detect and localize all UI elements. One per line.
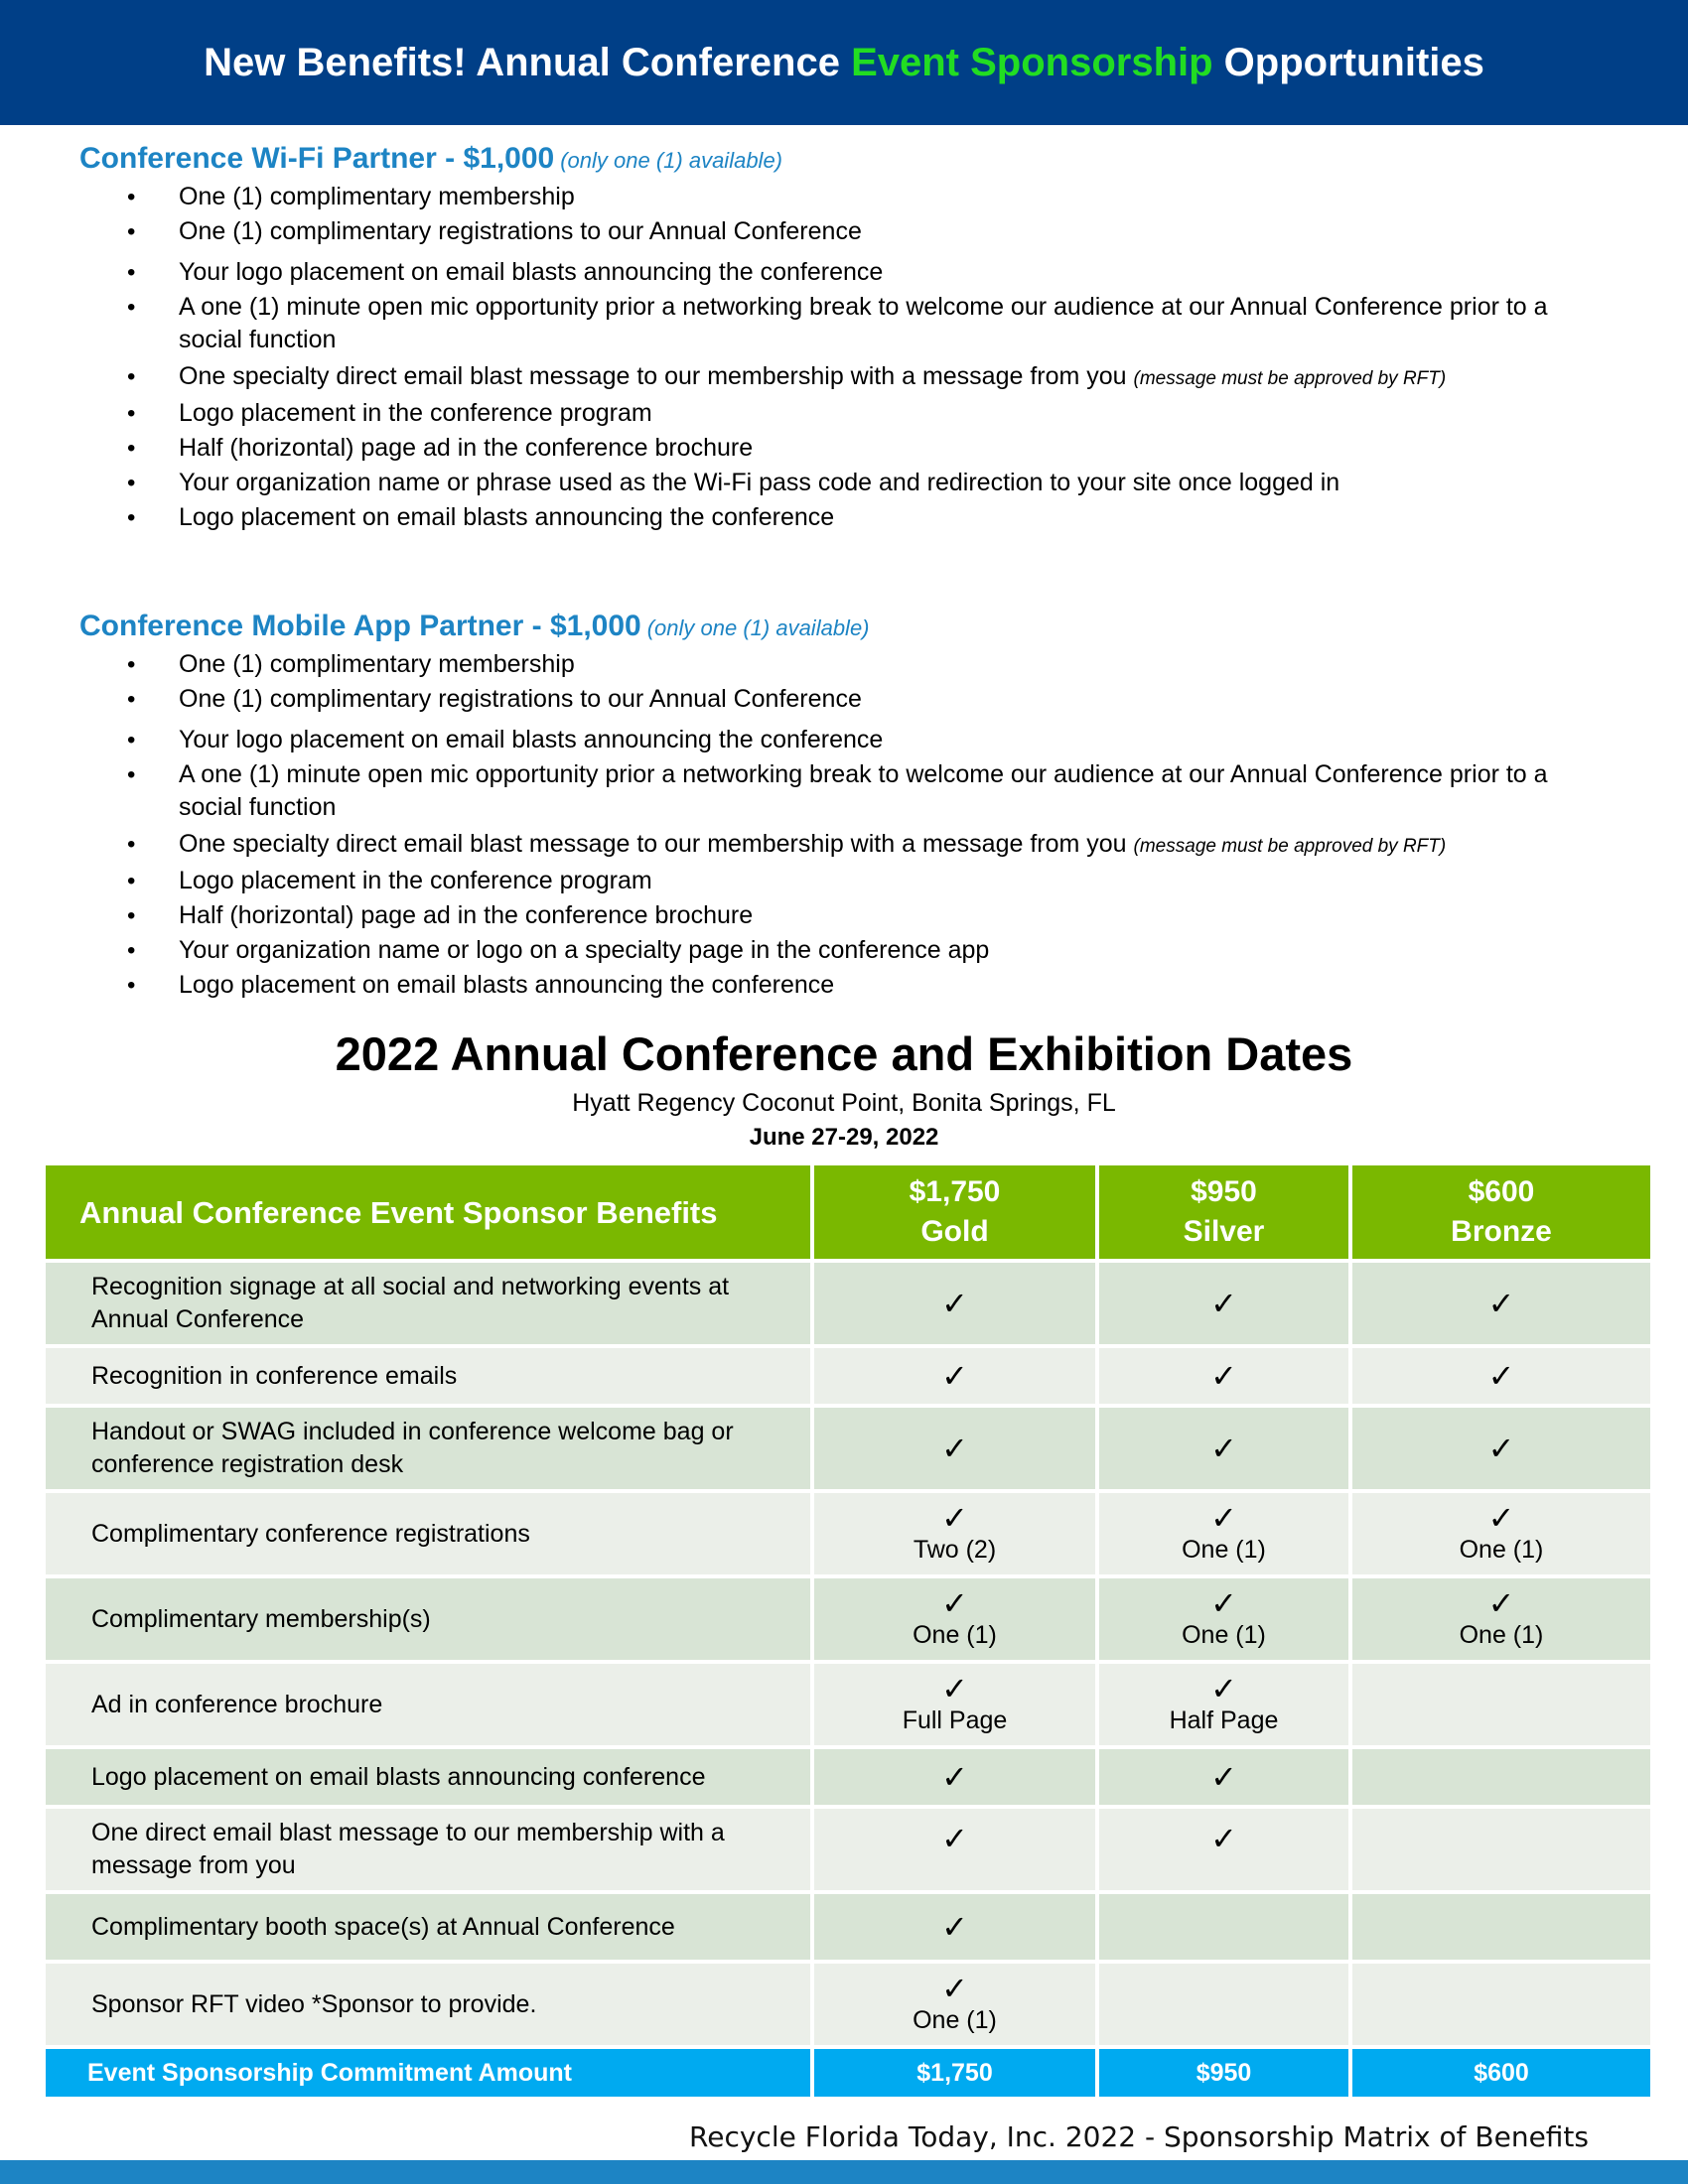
check-icon: ✓ xyxy=(1210,1431,1237,1466)
list-item: • Logo placement on email blasts announcing the conference xyxy=(79,501,1628,534)
app-heading: Conference Mobile App Partner - $1,000 (only one (1) available) xyxy=(79,610,870,642)
check-icon: ✓ xyxy=(1487,1500,1515,1536)
check-icon: ✓ xyxy=(1487,1286,1515,1321)
table-row xyxy=(46,1408,1654,1489)
list-item: • One specialty direct email blast message to our membership with a message from you (message must be approved by RFT) xyxy=(79,360,1628,395)
banner-title: New Benefits! Annual Conference Event Sponsorship Opportunities xyxy=(204,40,1484,84)
list-item: • Logo placement in the conference program xyxy=(79,397,1628,430)
commitment-gold: $1,750 xyxy=(814,2049,1095,2097)
table-row: Ad in conference brochure ✓ Full Page ✓ Half Page xyxy=(46,1664,1654,1745)
table-row xyxy=(46,1348,1654,1404)
app-partner-section xyxy=(79,609,1628,1002)
check-icon: ✓ xyxy=(1210,1500,1237,1536)
check-icon: ✓ xyxy=(1210,1358,1237,1394)
benefit-label: Ad in conference brochure xyxy=(46,1664,810,1745)
benefit-label: Handout or SWAG included in conference welcome bag or conference registration desk xyxy=(46,1408,810,1489)
check-icon: ✓ xyxy=(1210,1671,1237,1706)
wifi-heading: Conference Wi-Fi Partner - $1,000 (only one (1) available) xyxy=(79,142,782,175)
check-icon: ✓ xyxy=(1487,1585,1515,1621)
table-row: Complimentary membership(s) ✓ One (1) ✓ One (1) ✓ One (1) xyxy=(46,1578,1654,1660)
check-icon: ✓ xyxy=(1487,1431,1515,1466)
list-item: • Your organization name or phrase used as the Wi-Fi pass code and redirection to your site once logged in xyxy=(79,467,1628,499)
benefit-label: One direct email blast message to our membership with a message from you xyxy=(46,1809,810,1890)
check-icon: ✓ xyxy=(1210,1585,1237,1621)
list-item: • A one (1) minute open mic opportunity prior a networking break to welcome our audience at our Annual Conference prior to a social function xyxy=(79,291,1569,356)
list-item: • One (1) complimentary registrations to our Annual Conference xyxy=(79,683,1628,716)
table-row xyxy=(46,1749,1654,1805)
list-item: • A one (1) minute open mic opportunity prior a networking break to welcome our audience at our Annual Conference prior to a social function xyxy=(79,758,1569,824)
check-icon: ✓ xyxy=(1210,1286,1237,1321)
benefit-label: Sponsor RFT video *Sponsor to provide. xyxy=(46,1964,810,2045)
table-footer-row xyxy=(46,2049,1654,2097)
list-item: • Logo placement on email blasts announcing the conference xyxy=(79,969,1628,1002)
check-icon: ✓ xyxy=(941,1585,968,1621)
benefit-label: Complimentary membership(s) xyxy=(46,1578,810,1660)
header-benefits-label: Annual Conference Event Sponsor Benefits xyxy=(46,1165,810,1259)
list-item: • Your logo placement on email blasts announcing the conference xyxy=(79,256,1628,289)
check-icon: ✓ xyxy=(941,1671,968,1706)
check-icon: ✓ xyxy=(1210,1759,1237,1795)
table-row: Sponsor RFT video *Sponsor to provide. ✓ One (1) xyxy=(46,1964,1654,2045)
list-item: • Half (horizontal) page ad in the conference brochure xyxy=(79,432,1628,465)
check-icon: ✓ xyxy=(941,1286,968,1321)
check-icon: ✓ xyxy=(941,1431,968,1466)
benefit-label: Recognition signage at all social and networking events at Annual Conference xyxy=(46,1263,810,1344)
list-item: • One (1) complimentary membership xyxy=(79,181,1628,213)
header-gold: $1,750 Gold xyxy=(814,1165,1095,1259)
banner-highlight: Event Sponsorship xyxy=(851,40,1213,84)
benefit-label: Complimentary booth space(s) at Annual Conference xyxy=(46,1894,810,1960)
list-item: • Logo placement in the conference program xyxy=(79,865,1628,897)
check-icon: ✓ xyxy=(941,1909,968,1945)
app-benefit-list xyxy=(79,648,1628,1002)
check-icon: ✓ xyxy=(941,1358,968,1394)
event-venue: Hyatt Regency Coconut Point, Bonita Springs, FL xyxy=(572,1089,1116,1117)
header-bronze: $600 Bronze xyxy=(1352,1165,1650,1259)
commitment-label: Event Sponsorship Commitment Amount xyxy=(46,2049,810,2097)
list-item: • One specialty direct email blast message to our membership with a message from you (message must be approved by RFT) xyxy=(79,828,1628,863)
table-row xyxy=(46,1809,1654,1890)
commitment-silver: $950 xyxy=(1099,2049,1348,2097)
check-icon: ✓ xyxy=(941,1971,968,2006)
bottom-bar xyxy=(0,2160,1688,2184)
event-dates: June 27-29, 2022 xyxy=(749,1124,939,1151)
wifi-partner-section xyxy=(79,141,1628,534)
table-row xyxy=(46,1894,1654,1960)
check-icon: ✓ xyxy=(941,1759,968,1795)
header-silver: $950 Silver xyxy=(1099,1165,1348,1259)
page-banner xyxy=(0,0,1688,125)
table-header-row xyxy=(46,1165,1654,1259)
list-item: • One (1) complimentary registrations to our Annual Conference xyxy=(79,215,1628,248)
benefit-label: Logo placement on email blasts announcing conference xyxy=(46,1749,810,1805)
event-title: 2022 Annual Conference and Exhibition Dates xyxy=(335,1027,1353,1080)
sponsor-benefits-table xyxy=(46,1165,1654,2101)
list-item: • Half (horizontal) page ad in the conference brochure xyxy=(79,899,1628,932)
wifi-benefit-list xyxy=(79,181,1628,534)
list-item: • One (1) complimentary membership xyxy=(79,648,1628,681)
check-icon: ✓ xyxy=(1210,1821,1237,1856)
check-icon: ✓ xyxy=(941,1500,968,1536)
benefit-label: Complimentary conference registrations xyxy=(46,1493,810,1574)
list-item: • Your organization name or logo on a specialty page in the conference app xyxy=(79,934,1628,967)
check-icon: ✓ xyxy=(1487,1358,1515,1394)
table-row xyxy=(46,1263,1654,1344)
benefit-label: Recognition in conference emails xyxy=(46,1348,810,1404)
page-footer-text: Recycle Florida Today, Inc. 2022 - Sponsorship Matrix of Benefits xyxy=(689,2120,1589,2153)
list-item: • Your logo placement on email blasts announcing the conference xyxy=(79,724,1628,756)
table-row: Complimentary conference registrations ✓ Two (2) ✓ One (1) ✓ One (1) xyxy=(46,1493,1654,1574)
check-icon: ✓ xyxy=(941,1821,968,1856)
commitment-bronze: $600 xyxy=(1352,2049,1650,2097)
